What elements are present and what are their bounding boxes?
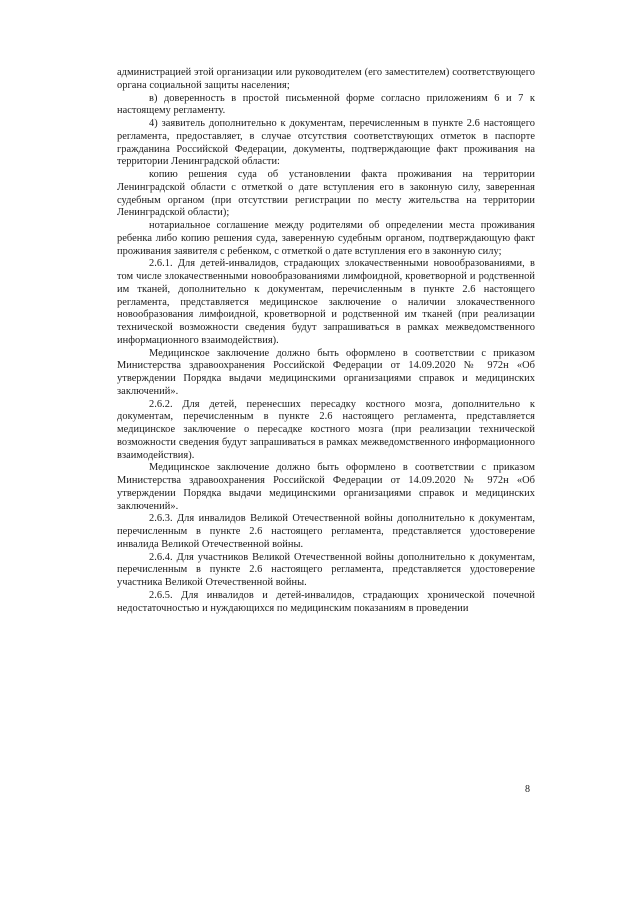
paragraph-medical-conclusion-2: Медицинское заключение должно быть оформлено в соответствии с приказом Министерства здравоохранения Российской Федерации от 14.09.2020 № 972н «Об утверждении Порядка выдачи медицинскими организациями справок и медицинских заключений».	[117, 462, 535, 512]
paragraph-2-6-1: 2.6.1. Для детей-инвалидов, страдающих злокачественными новообразованиями, в том числе злокачественными новообразованиями лимфоидной, кроветворной и родственной им тканей, дополнительно к документам, перечисленным в пункте 2.6 настоящего регламента, представляется медицинское заключение о наличии злокачественного новообразования лимфоидной, кроветворной и родственной им тканей (при реализации технической возможности сведения будут запрашиваться в рамках межведомственного информационного взаимодействия).	[117, 258, 535, 346]
paragraph-2-6-5: 2.6.5. Для инвалидов и детей-инвалидов, страдающих хронической почечной недостаточностью и нуждающихся по медицинским показаниям в проведении	[117, 589, 535, 614]
paragraph-notarial-agreement: нотариальное соглашение между родителями об определении места проживания ребенка либо копию решения суда, заверенную судебным органом, подтверждающую факт проживания заявителя с ребенком, с отметкой о дате вступления его в законную силу;	[117, 220, 535, 257]
paragraph-residence-proof: 4) заявитель дополнительно к документам, перечисленным в пункте 2.6 настоящего регламента, предоставляет, в случае отсутствия соответствующих отметок в паспорте гражданина Российской Федерации, документы, подтверждающие факт проживания на территории Ленинградской области:	[117, 118, 535, 168]
paragraph-court-decision: копию решения суда об установлении факта проживания на территории Ленинградской области с отметкой о дате вступления его в законную силу, заверенная судебным органом (при отсутствии регистрации по месту жительства на территории Ленинградской области);	[117, 169, 535, 219]
paragraph-2-6-3: 2.6.3. Для инвалидов Великой Отечественной войны дополнительно к документам, перечисленным в пункте 2.6 настоящего регламента, представляется удостоверение инвалида Великой Отечественной войны.	[117, 513, 535, 550]
paragraph-medical-conclusion-1: Медицинское заключение должно быть оформлено в соответствии с приказом Министерства здравоохранения Российской Федерации от 14.09.2020 № 972н «Об утверждении Порядка выдачи медицинскими организациями справок и медицинских заключений».	[117, 347, 535, 397]
paragraph-power-of-attorney: в) доверенность в простой письменной форме согласно приложениям 6 и 7 к настоящему регламенту.	[117, 92, 535, 117]
paragraph-2-6-2: 2.6.2. Для детей, перенесших пересадку костного мозга, дополнительно к документам, перечисленным в пункте 2.6 настоящего регламента, представляется медицинское заключение о пересадке костного мозга (при реализации технической возможности сведения будут запрашиваться в рамках межведомственного информационного взаимодействия).	[117, 398, 535, 461]
paragraph-2-6-4: 2.6.4. Для участников Великой Отечественной войны дополнительно к документам, перечисленным в пункте 2.6 настоящего регламента, представляется удостоверение участника Великой Отечественной войны.	[117, 551, 535, 588]
document-body	[117, 67, 535, 615]
page-number: 8	[525, 784, 530, 795]
paragraph-continuation: администрацией этой организации или руководителем (его заместителем) соответствующего органа социальной защиты населения;	[117, 67, 535, 91]
